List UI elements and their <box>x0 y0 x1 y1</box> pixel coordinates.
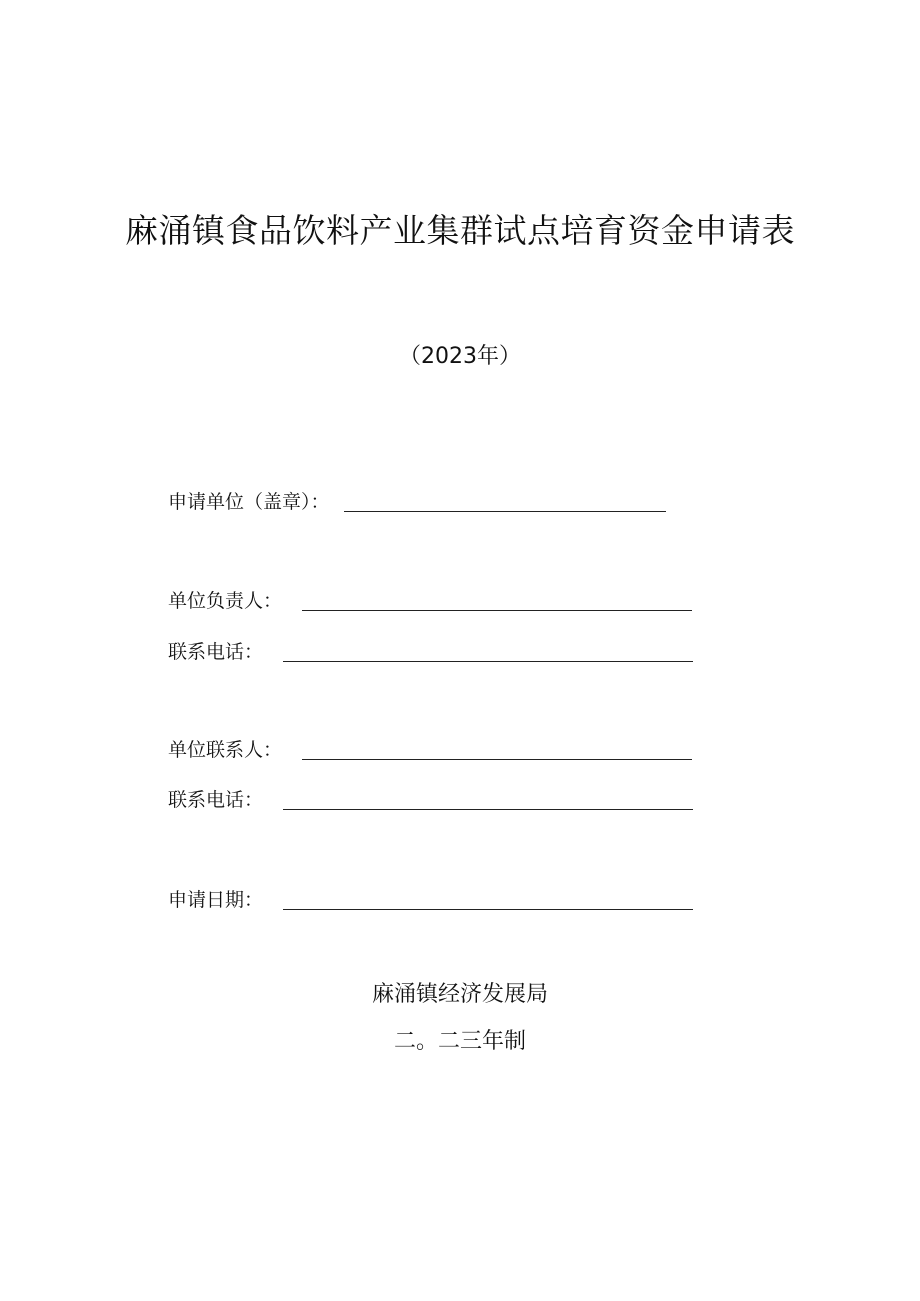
field-input-unit-contact[interactable] <box>302 737 692 760</box>
field-input-applicant-unit[interactable] <box>344 489 666 512</box>
field-applicant-unit <box>168 485 666 515</box>
field-label-application-date: 申请日期： <box>168 889 264 911</box>
field-unit-contact <box>168 733 692 763</box>
field-application-date <box>168 883 693 913</box>
field-label-unit-head: 单位负责人： <box>168 590 283 612</box>
field-label-unit-contact: 单位联系人： <box>168 739 283 761</box>
field-head-phone <box>168 635 693 665</box>
field-label-contact-phone: 联系电话： <box>168 789 264 811</box>
field-unit-head <box>168 584 692 614</box>
field-input-contact-phone[interactable] <box>283 787 693 810</box>
field-label-applicant-unit: 申请单位（盖章）： <box>168 491 330 513</box>
field-contact-phone <box>168 783 693 813</box>
field-input-head-phone[interactable] <box>283 639 693 662</box>
field-input-unit-head[interactable] <box>302 588 692 611</box>
document-title: 麻涌镇食品饮料产业集群试点培育资金申请表 <box>125 211 795 250</box>
issuer-name: 麻涌镇经济发展局 <box>371 982 548 1007</box>
field-input-application-date[interactable] <box>283 887 693 910</box>
made-date: 二。二三年制 <box>393 1029 526 1054</box>
field-label-head-phone: 联系电话： <box>168 641 264 663</box>
document-year: （2023年） <box>399 344 521 369</box>
